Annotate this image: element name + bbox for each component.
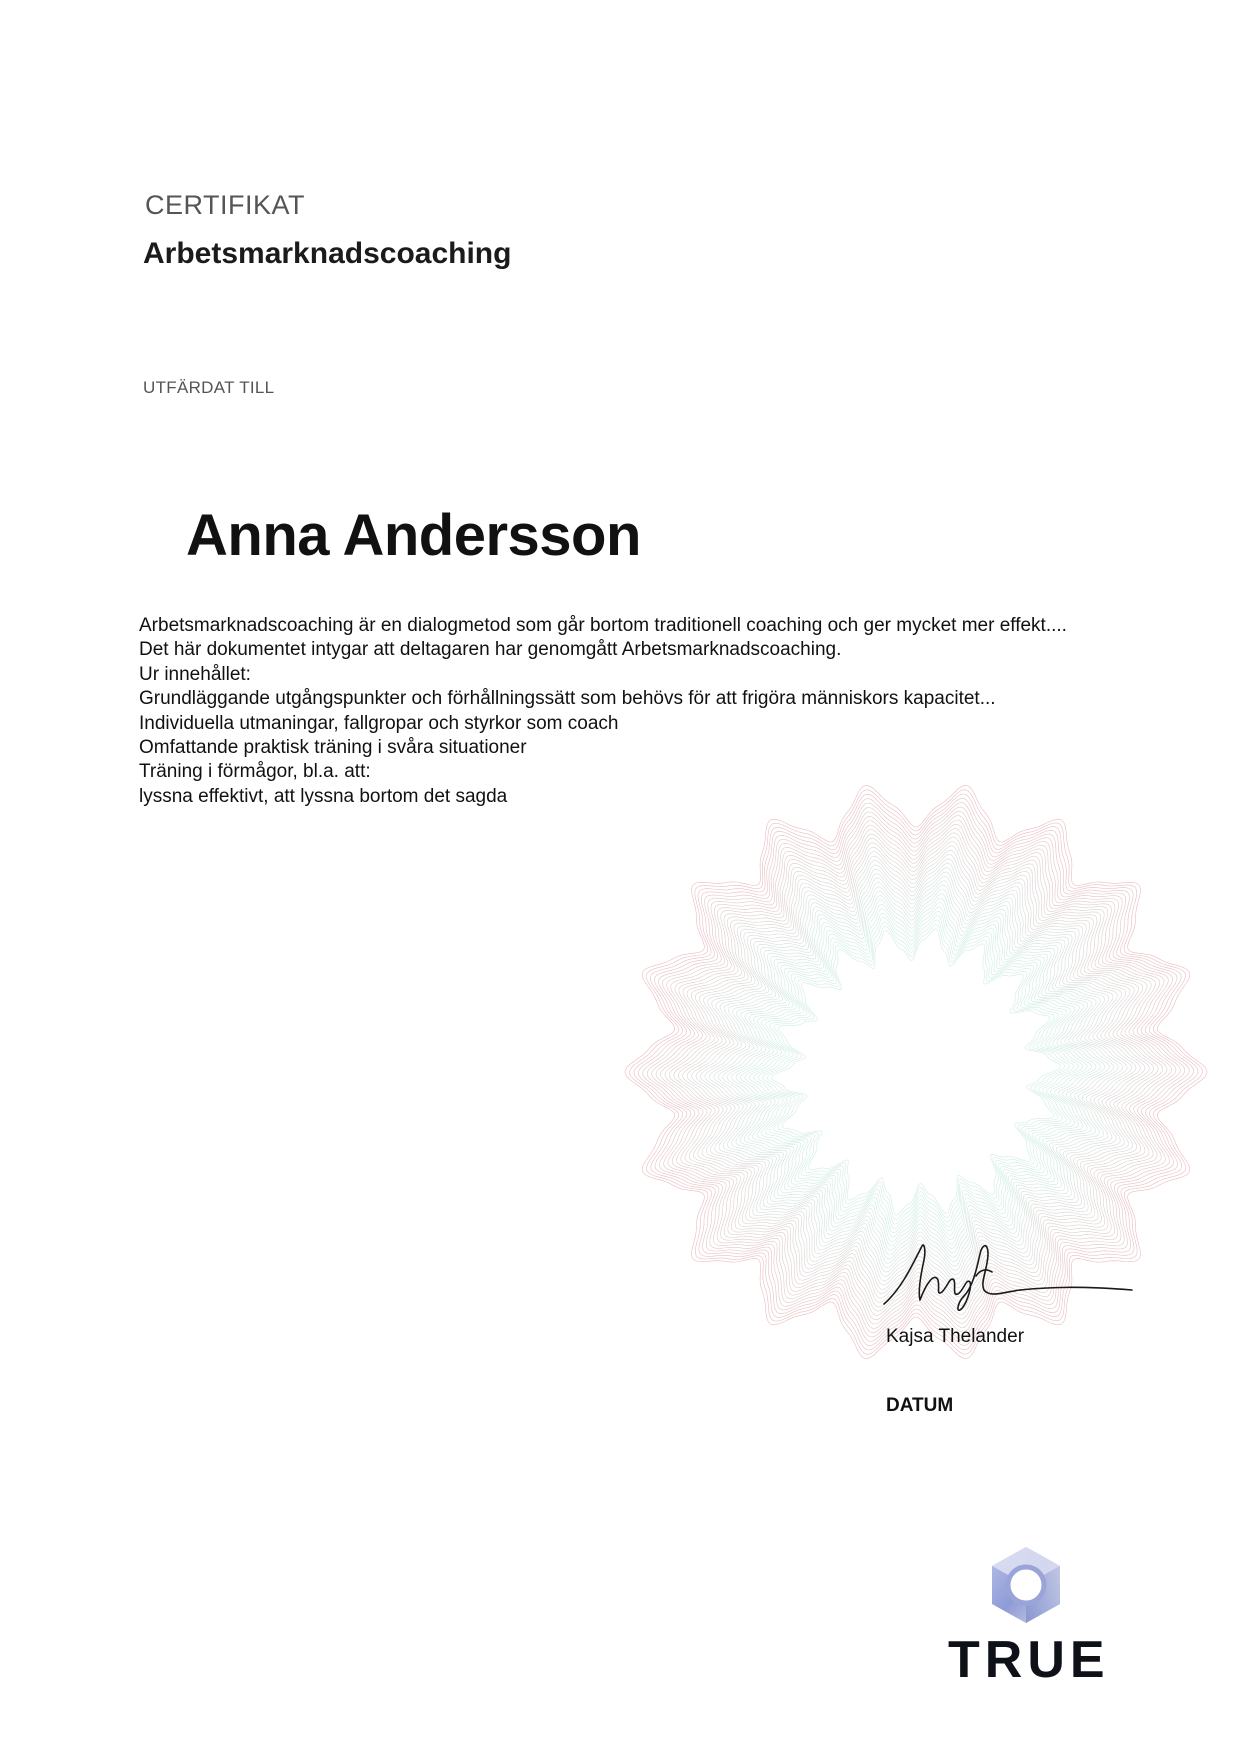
true-logo-icon bbox=[986, 1545, 1066, 1625]
recipient-name: Anna Andersson bbox=[186, 503, 641, 568]
description-line: Ur innehållet: bbox=[139, 663, 251, 685]
guilloche-ring bbox=[745, 903, 1087, 1242]
description-line: lyssna effektivt, att lyssna bortom det sagda bbox=[139, 785, 508, 807]
guilloche-ring bbox=[692, 850, 1141, 1294]
course-title: Arbetsmarknadscoaching bbox=[143, 237, 512, 270]
handwritten-signature bbox=[880, 1232, 1135, 1312]
guilloche-ring bbox=[741, 898, 1092, 1246]
guilloche-ring bbox=[749, 907, 1082, 1237]
date-label: DATUM bbox=[886, 1395, 954, 1416]
description-line: Träning i förmågor, bl.a. att: bbox=[139, 761, 371, 783]
description-line: Omfattande praktisk träning i svåra situationer bbox=[139, 737, 527, 759]
guilloche-ring bbox=[696, 855, 1136, 1290]
description-line: Det här dokumentet intygar att deltagaren har genomgått Arbetsmarknadscoaching. bbox=[139, 639, 842, 661]
description-line: Arbetsmarknadscoaching är en dialogmetod som går bortom traditionell coaching och ger mycket mer effekt.... bbox=[139, 615, 1067, 636]
certificate-eyebrow: CERTIFIKAT bbox=[145, 190, 306, 220]
guilloche-ring bbox=[709, 868, 1122, 1277]
true-logo-wordmark: TRUE bbox=[948, 1631, 1110, 1689]
description-line: Individuella utmaningar, fallgropar och styrkor som coach bbox=[139, 712, 619, 734]
description-line: Grundläggande utgångspunkter och förhållningssätt som behövs för att frigöra människors kapacitet... bbox=[139, 688, 996, 710]
guilloche-ring bbox=[718, 876, 1114, 1267]
issued-to-label: UTFÄRDAT TILL bbox=[143, 378, 275, 397]
guilloche-ring bbox=[736, 894, 1096, 1250]
signer-name: Kajsa Thelander bbox=[886, 1326, 1025, 1347]
